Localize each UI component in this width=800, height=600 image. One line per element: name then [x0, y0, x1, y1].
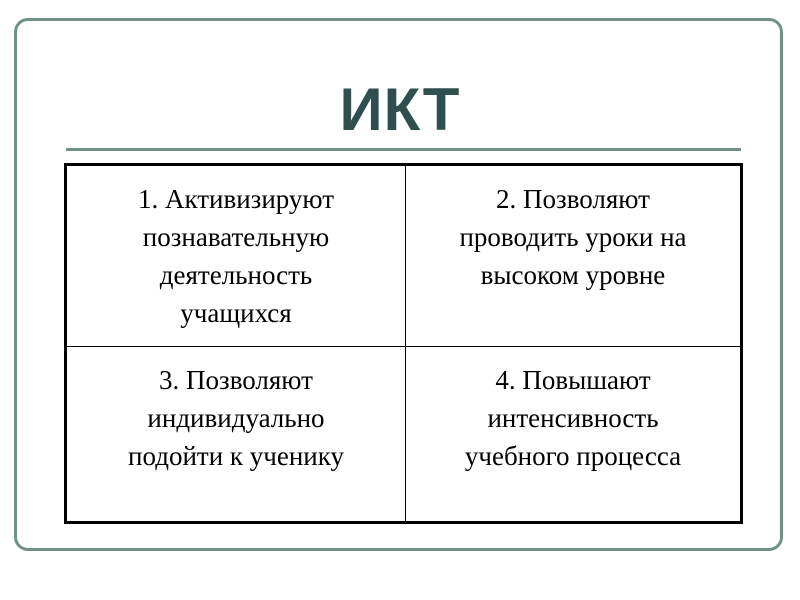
benefits-table [64, 163, 743, 524]
table-cell-3 [67, 347, 406, 521]
title-divider [66, 148, 741, 151]
slide-title: ИКТ [339, 76, 461, 143]
table-cell-2 [406, 166, 740, 347]
table-cell-3-text: 3. Позволяют индивидуально подойти к ученику [128, 365, 344, 471]
table-cell-4 [406, 347, 740, 521]
table-cell-1-text: 1. Активизируют познавательную деятельность учащихся [137, 184, 335, 328]
table-cell-4-text: 4. Повышают интенсивность учебного процесса [464, 365, 682, 471]
table-cell-1 [67, 166, 406, 347]
table-cell-2-text: 2. Позволяют проводить уроки на высоком уровне [459, 184, 687, 290]
